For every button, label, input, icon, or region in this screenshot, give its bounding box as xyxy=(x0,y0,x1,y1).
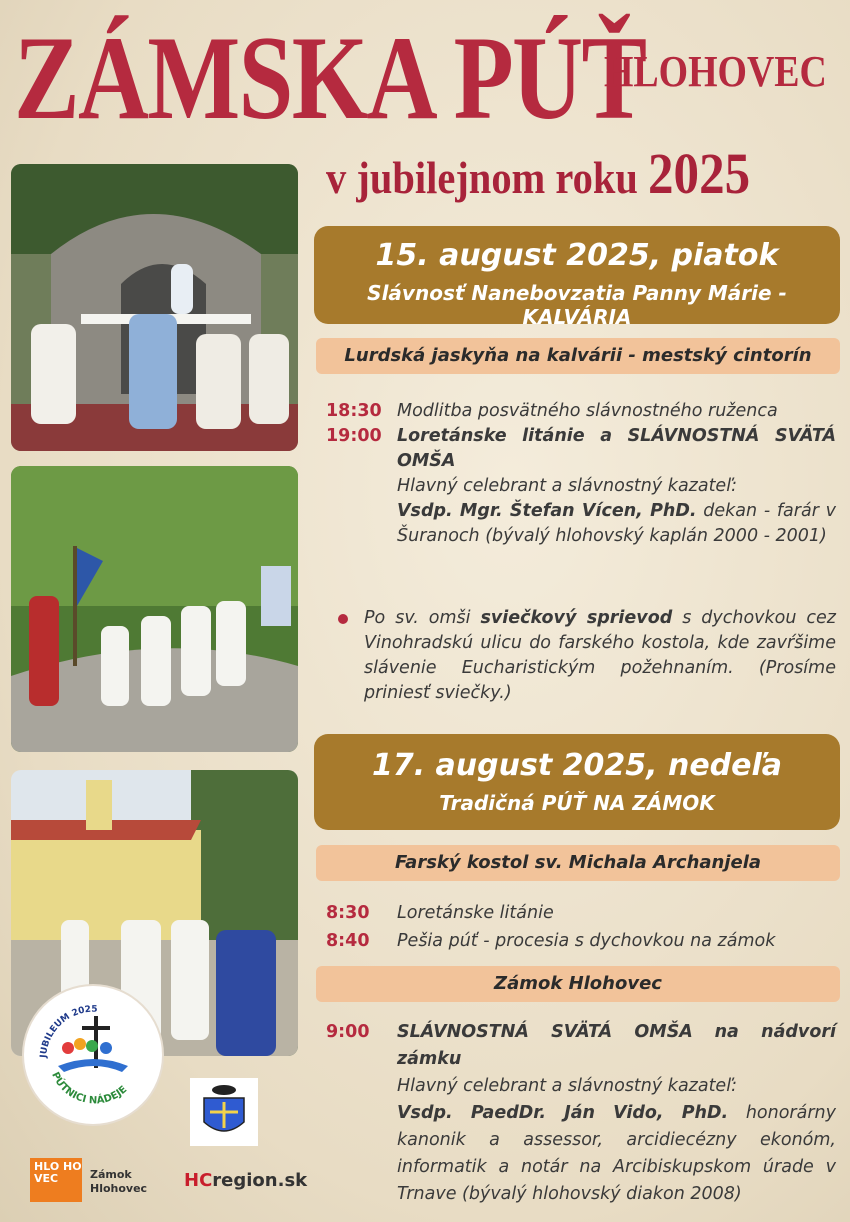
hcregion-hc: HC xyxy=(184,1170,213,1191)
celebrant-block xyxy=(326,474,836,549)
photo-procession-park xyxy=(11,466,298,752)
photo-grotto xyxy=(11,164,298,451)
day2-location-castle: Zámok Hlohovec xyxy=(316,966,840,1002)
celebrant-label: Hlavný celebrant a slávnostný kazateľ: xyxy=(397,1076,737,1096)
day1-note xyxy=(326,604,836,706)
day1-banner xyxy=(314,226,840,329)
hcregion-rest: region.sk xyxy=(212,1170,308,1191)
zamok-hlohovec-label xyxy=(90,1168,147,1196)
jubilee-top-text: JUBILEUM 2025 xyxy=(38,1004,98,1059)
schedule-text: Loretánske litánie xyxy=(397,903,554,923)
schedule-text: Loretánske litánie a SLÁVNOSTNÁ SVÄTÁ OMŠA xyxy=(397,426,836,471)
hcregion-logo xyxy=(184,1170,307,1191)
day1-schedule xyxy=(326,399,836,549)
celebrant-name: Vsdp. PaedDr. Ján Vido, PhD. xyxy=(397,1103,729,1123)
day1-location: Lurdská jaskyňa na kalvárii - mestský cintorín xyxy=(316,338,840,374)
schedule-row xyxy=(326,1019,836,1208)
bullet-bold: sviečkový sprievod xyxy=(480,608,673,628)
city-name: HLOHOVEC xyxy=(604,47,827,96)
schedule-time: 8:30 xyxy=(326,903,370,923)
day2-date: 17. august 2025, nedeľa xyxy=(371,748,783,783)
schedule-time: 19:00 xyxy=(326,426,382,446)
subtitle-text: v jubilejnom roku xyxy=(326,152,638,203)
schedule-text: Pešia púť - procesia s dychovkou na zámok xyxy=(397,931,776,951)
day2-location-church: Farský kostol sv. Michala Archanjela xyxy=(316,845,840,881)
day1-feast: Slávnosť Nanebovzatia Panny Márie - KALVÁRIA xyxy=(367,281,787,329)
jubilee-logo xyxy=(24,986,162,1124)
schedule-text: Modlitba posvätného slávnostného ruženca xyxy=(397,401,778,421)
schedule-text-rest: na nádvorí zámku xyxy=(397,1022,836,1069)
jubilee-bottom-text: PÚTNICI NÁDEJE xyxy=(49,1070,130,1107)
bullet-item xyxy=(326,606,836,706)
schedule-row xyxy=(326,399,836,424)
poster-subtitle xyxy=(326,140,750,207)
svg-text:PÚTNICI NÁDEJE xyxy=(49,1071,129,1107)
day2-feast: Tradičná PÚŤ NA ZÁMOK xyxy=(439,791,715,815)
celebrant-label: Hlavný celebrant a slávnostný kazateľ: xyxy=(397,476,737,496)
bullet-pre: Po sv. omši xyxy=(364,608,471,628)
schedule-text: SLÁVNOSTNÁ SVÄTÁ OMŠA xyxy=(397,1022,693,1042)
bullet-dot-icon xyxy=(338,614,348,624)
day1-date: 15. august 2025, piatok xyxy=(375,238,779,273)
jubilee-figures-icon xyxy=(58,1016,128,1072)
celebrant-desc: dekan - farár v Šuranoch (bývalý hlohovský kaplán 2000 - 2001) xyxy=(397,501,836,546)
zamok-line1: Zámok xyxy=(90,1168,132,1181)
day2-banner xyxy=(314,734,840,830)
zamok-line2: Hlohovec xyxy=(90,1182,148,1195)
day2-schedule-1 xyxy=(326,899,836,955)
bullet-post: s dychovkou cez Vinohradskú ulicu do farského kostola, kde zavŕšime slávenie Eucharistickým požehnaním. (Prosíme priniesť sviečky.) xyxy=(364,608,836,703)
schedule-time: 9:00 xyxy=(326,1022,370,1042)
parish-crest-icon xyxy=(190,1078,258,1146)
day2-schedule-2 xyxy=(326,1019,836,1208)
schedule-time: 18:30 xyxy=(326,401,382,421)
subtitle-year: 2025 xyxy=(648,141,751,206)
schedule-row xyxy=(326,899,836,927)
celebrant-desc: honorárny kanonik a assessor, arcidiecézny ekonóm, informatik a notár na Arcibiskupskom úrade v Trnave (bývalý hlohovský diakon 2008) xyxy=(397,1103,836,1204)
celebrant-name: Vsdp. Mgr. Štefan Vícen, PhD. xyxy=(397,501,697,521)
hlohovec-badge: HLO HO VEC xyxy=(30,1158,82,1202)
schedule-time: 8:40 xyxy=(326,931,370,951)
poster-title: ZÁMSKA PÚŤ xyxy=(14,11,646,144)
schedule-row xyxy=(326,424,836,474)
schedule-row xyxy=(326,927,836,955)
